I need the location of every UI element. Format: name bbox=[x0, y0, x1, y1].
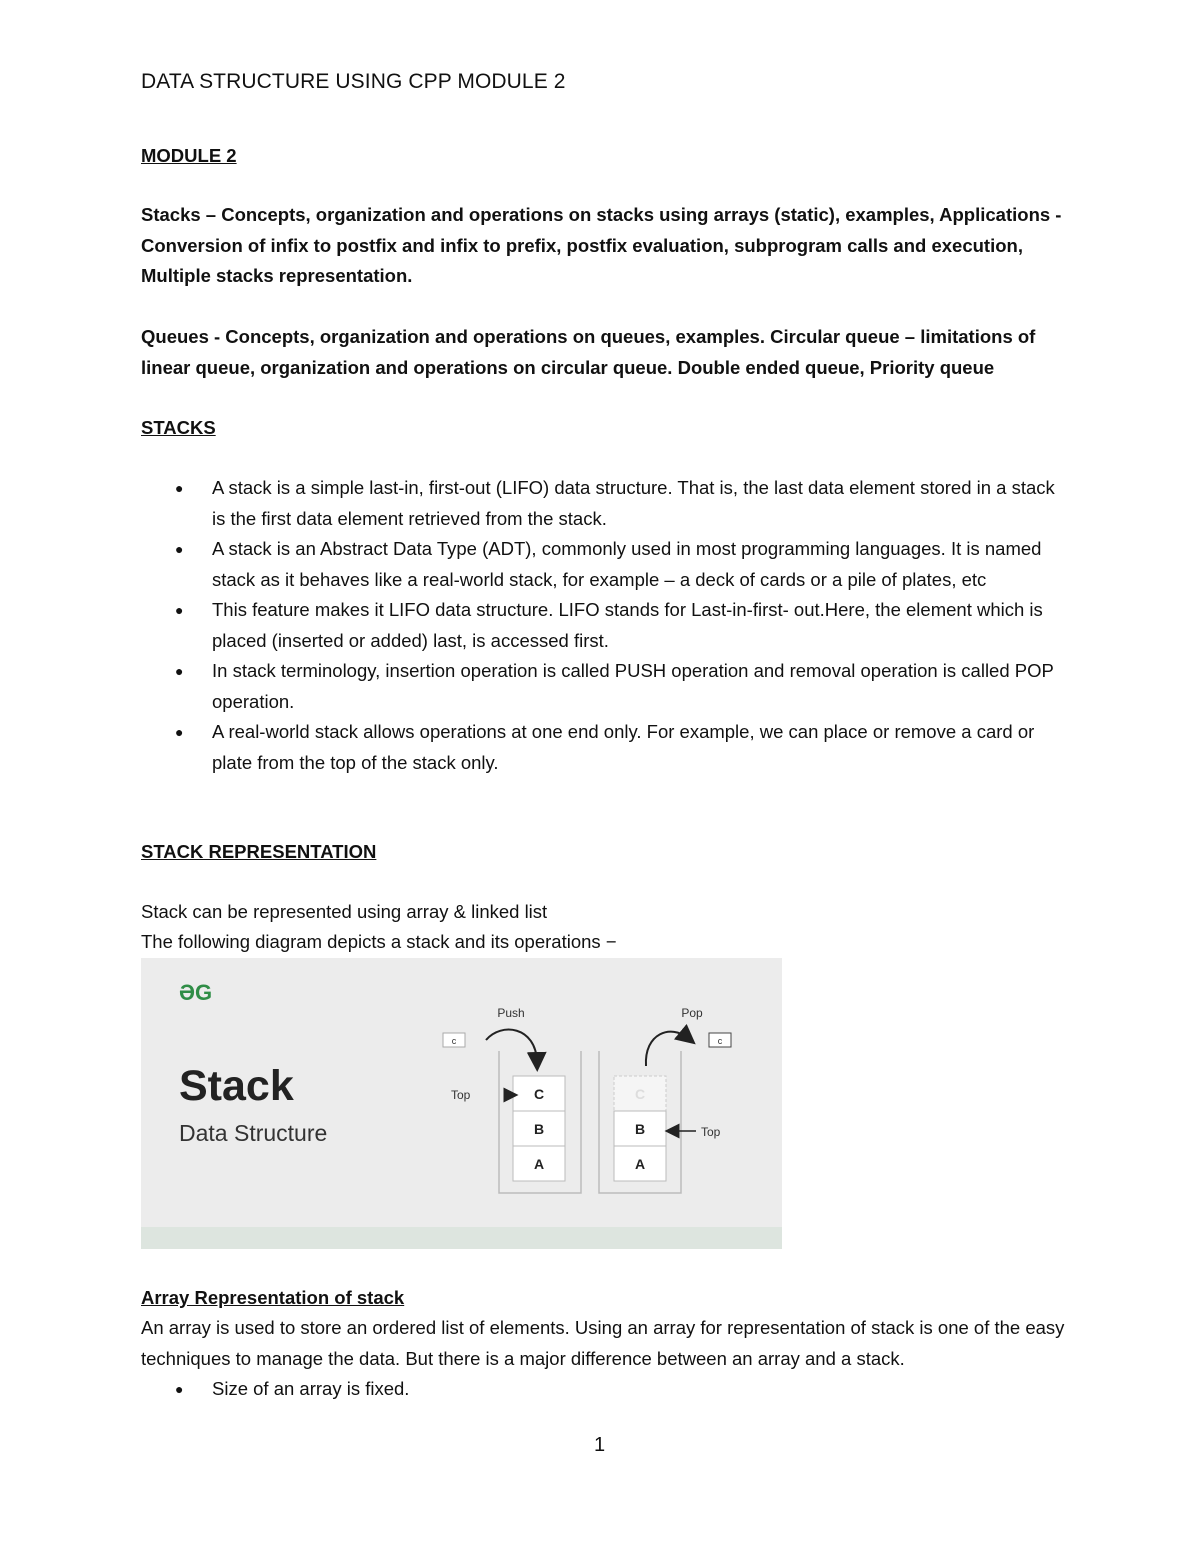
list-item: ● In stack terminology, insertion operation is called PUSH operation and removal operation is called POP operation. bbox=[141, 656, 1071, 717]
figure-title: Stack bbox=[179, 1062, 294, 1110]
bullet-icon: ● bbox=[175, 480, 184, 496]
pop-label: Pop bbox=[681, 1006, 703, 1020]
bullet-icon: ● bbox=[175, 663, 184, 679]
left-stack-item-c: C bbox=[533, 1086, 545, 1102]
right-stack-item-b: B bbox=[634, 1121, 646, 1137]
push-label: Push bbox=[497, 1006, 525, 1020]
incoming-item: c bbox=[451, 1036, 457, 1046]
stacks-bullet-list bbox=[141, 473, 1071, 778]
bullet-icon: ● bbox=[175, 1381, 184, 1397]
stack-operations-illustration bbox=[141, 958, 782, 1249]
removed-item: c bbox=[717, 1036, 723, 1046]
right-top-label: Top bbox=[701, 1125, 721, 1139]
push-arrow bbox=[486, 1030, 537, 1062]
right-stack-ghost-item: C bbox=[634, 1086, 646, 1102]
list-item: ● A real-world stack allows operations at one end only. For example, we can place or remove a card or plate from the top of the stack only. bbox=[141, 717, 1071, 778]
figure-footer-band bbox=[141, 1227, 782, 1249]
list-item: ● This feature makes it LIFO data structure. LIFO stands for Last-in-first- out.Here, the element which is placed (inserted or added) last, is accessed first. bbox=[141, 595, 1071, 656]
bullet-icon: ● bbox=[175, 602, 184, 618]
list-item: ● A stack is an Abstract Data Type (ADT), commonly used in most programming languages. It is named stack as it behaves like a real-world stack, for example – a deck of cards or a pile of plates, etc bbox=[141, 534, 1071, 595]
right-stack-item-a: A bbox=[634, 1156, 646, 1172]
page-number: 1 bbox=[594, 1434, 606, 1456]
bullet-icon: ● bbox=[175, 541, 184, 557]
representation-heading: STACK REPRESENTATION bbox=[141, 841, 377, 862]
queues-syllabus: Queues - Concepts, organization and operations on queues, examples. Circular queue – limitations of linear queue, organization and operations on circular queue. Double ended queue, Priority queue bbox=[141, 326, 1036, 378]
stacks-syllabus: Stacks – Concepts, organization and operations on stacks using arrays (static), examples, Applications - Conversion of infix to postfix and infix to prefix, postfix evaluation, subprogram calls and execution, Multiple stacks representation. bbox=[141, 204, 1062, 286]
stack-diagram bbox=[141, 958, 782, 1249]
list-item: ● Size of an array is fixed. bbox=[141, 1374, 1071, 1405]
representation-line-1: Stack can be represented using array & linked list bbox=[141, 901, 548, 922]
array-representation-heading: Array Representation of stack bbox=[141, 1287, 405, 1308]
bullet-icon: ● bbox=[175, 724, 184, 740]
page-header: DATA STRUCTURE USING CPP MODULE 2 bbox=[141, 70, 566, 93]
array-representation-paragraph: An array is used to store an ordered list of elements. Using an array for representation of stack is one of the easy techniques to manage the data. But there is a major difference between an array and a stack. bbox=[141, 1317, 1065, 1369]
representation-line-2: The following diagram depicts a stack and its operations − bbox=[141, 931, 617, 952]
stacks-heading: STACKS bbox=[141, 417, 216, 438]
left-stack-item-a: A bbox=[533, 1156, 545, 1172]
logo: ƏG bbox=[179, 980, 213, 1005]
left-top-label: Top bbox=[451, 1088, 471, 1102]
module-heading: MODULE 2 bbox=[141, 145, 237, 166]
figure-subtitle: Data Structure bbox=[179, 1120, 328, 1146]
left-stack-item-b: B bbox=[533, 1121, 545, 1137]
list-item: ● A stack is a simple last-in, first-out (LIFO) data structure. That is, the last data element stored in a stack is the first data element retrieved from the stack. bbox=[141, 473, 1071, 534]
array-bullet-list bbox=[141, 1374, 1071, 1405]
